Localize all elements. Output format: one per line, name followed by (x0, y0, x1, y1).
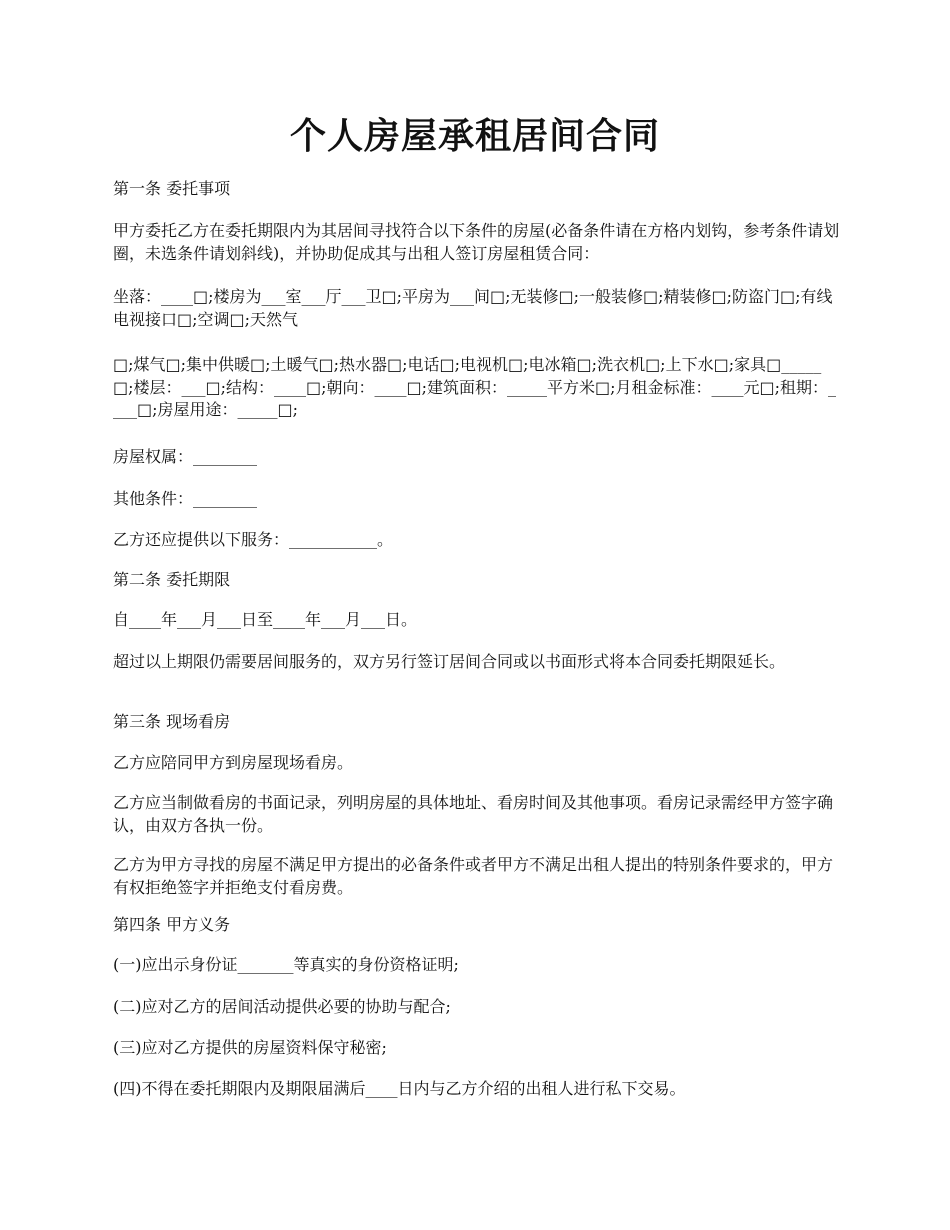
obligation-item-1: (一)应出示身份证_______等真实的身份资格证明; (113, 955, 459, 974)
paragraph-extra-services: 乙方还应提供以下服务：___________。 (113, 530, 394, 549)
document-title: 个人房屋承租居间合同 (289, 115, 660, 157)
paragraph-ownership: 房屋权属：________ (113, 447, 258, 466)
paragraph-term-dates: 自____年___月___日至____年___月___日。 (113, 610, 418, 629)
paragraph-facility-conditions: □;煤气□;集中供暖□;土暖气□;热水器□;电话□;电视机□;电冰箱□;洗衣机□;上下水□;家具□_____□;楼层：___□;结构：____□;朝向：____□;建筑面积：_____平方米□;月租金标准：____元□;租期：____□;房屋用途：_____□; (113, 355, 837, 419)
paragraph-refuse-fee: 乙方为甲方寻找的房屋不满足甲方提出的必备条件或者甲方不满足出租人提出的特别条件要求的，甲方有权拒绝签字并拒绝支付看房费。 (113, 855, 834, 897)
paragraph-other-conditions: 其他条件：________ (113, 489, 258, 508)
paragraph-viewing-record: 乙方应当制做看房的书面记录，列明房屋的具体地址、看房时间及其他事项。看房记录需经甲方签字确认，由双方各执一份。 (113, 793, 834, 835)
section-heading-2: 第二条 委托期限 (113, 570, 231, 589)
paragraph-location-conditions: 坐落：____□;楼房为___室___厅___卫□;平房为___间□;无装修□;一般装修□;精装修□;防盗门□;有线电视接口□;空调□;天然气 (113, 287, 833, 329)
section-heading-1: 第一条 委托事项 (113, 179, 231, 198)
paragraph-accompany-viewing: 乙方应陪同甲方到房屋现场看房。 (113, 753, 354, 772)
paragraph-term-extension: 超过以上期限仍需要居间服务的，双方另行签订居间合同或以书面形式将本合同委托期限延长。 (113, 652, 786, 671)
section-heading-4: 第四条 甲方义务 (113, 915, 231, 934)
obligation-item-4: (四)不得在委托期限内及期限届满后____日内与乙方介绍的出租人进行私下交易。 (113, 1079, 686, 1098)
obligation-item-3: (三)应对乙方提供的房屋资料保守秘密; (113, 1038, 387, 1057)
obligation-item-2: (二)应对乙方的居间活动提供必要的协助与配合; (113, 997, 451, 1016)
paragraph-entrust-intro: 甲方委托乙方在委托期限内为其居间寻找符合以下条件的房屋(必备条件请在方格内划钩，参考条件请划圈，未选条件请划斜线)，并协助促成其与出租人签订房屋租赁合同： (113, 221, 840, 263)
section-heading-3: 第三条 现场看房 (113, 712, 231, 731)
